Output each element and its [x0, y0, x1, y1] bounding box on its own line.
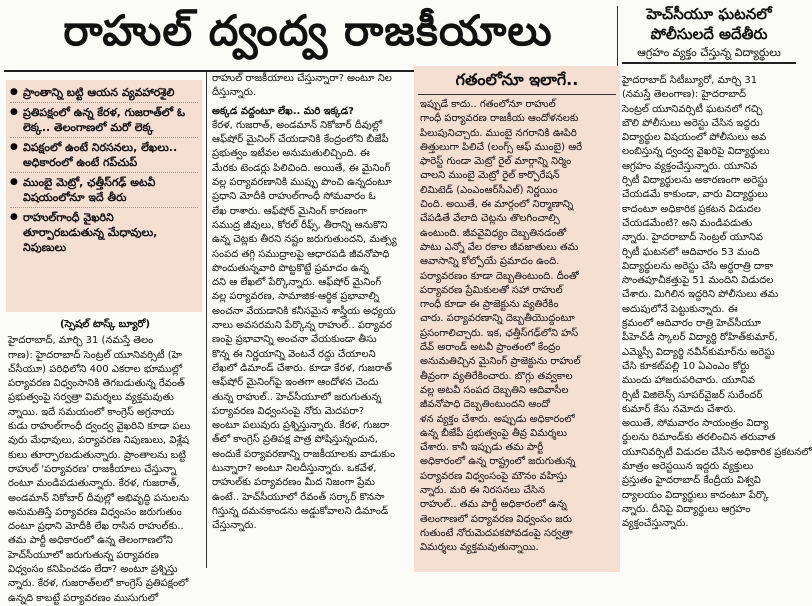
text-line: కేరళ, గుజరాత్, అండమాన్ నికోబార్ దీవుల్లో: [212, 119, 383, 131]
highlight-item: [10, 103, 198, 138]
text-line: గాంధీ పర్యావరణ రాజకీయ ఆందోళనలకు: [420, 113, 579, 125]
text-line: సొంతపూచీకత్తుపై 51 మందిని విడుదల: [622, 275, 774, 287]
text-line: అయితే, సోమవారం సాయంత్రం విద్యా: [622, 418, 769, 430]
text-line: తీవ్రంగా వ్యతిరేకించారు. బొగ్గు తవ్వకాల: [420, 370, 573, 382]
sidebar-box: [414, 66, 620, 572]
highlight-item: [10, 173, 198, 208]
text-line: పొందుతున్నవారి పొట్టకొట్టే ప్రమాదం ఉన్న: [212, 262, 369, 274]
text-line: రంటూ మండిపడుతున్నారు. కేరళ, గుజరాత్,: [8, 478, 180, 490]
text-line: దంటూ ప్రధాని మోదీకి లేఖ రాసిన రాహుల్‌కు..: [8, 521, 184, 533]
text-line: అందుకే పర్యావరణాన్ని రాజకీయాలకు వాడుకుం: [212, 448, 396, 460]
text-line: సంపద తగ్గి సముద్రాలపై ఆధారపడి జీవనోపాధి: [212, 248, 390, 260]
text-line: పర్యావరణ విధ్వంసంపై మౌనం వహిస్తు: [420, 470, 568, 482]
text-line: చేశారు. కానీ ఇప్పుడు తమ పార్టీ: [420, 442, 544, 454]
headline: రాహుల్ ద్వంద్వ రాజకీయాలు: [4, 2, 612, 72]
text-line: పర్యావరణ విధ్వంసంపై నోరు మెదపరా?: [212, 405, 365, 417]
text-line: అంచనా వేయడానికి కనీసమైన శాస్త్రీయ అధ్యయ: [212, 305, 396, 317]
text-line: రాహుల్‌కు పర్యావరణం మీద నిజంగా ప్రేమ: [212, 477, 375, 489]
highlight-text: రాహుల్‌గాంధీ వైఖరిని తూర్పారబడుతున్న మేధావులు, నిపుణులు: [23, 211, 158, 254]
text-line: విద్యార్థుల విషయంలో పోలీసులు అవ: [622, 132, 767, 144]
text-line: నాలు అవసరమని పేర్కొన్న రాహుల్.. పర్యావర: [212, 320, 392, 332]
col2-lines: [212, 119, 410, 534]
highlight-text: ముంబై మెట్రో, ఛత్తీస్‌గఢ్ అటవీ విషయంలోనూ ఇదే తీరు: [23, 176, 156, 204]
text-line: ప్రభుత్వంపై సర్వత్రా విమర్శలు వ్యక్తమవుతు: [8, 392, 174, 404]
text-line: ఉంటుంది. జీవవైవిధ్యం దెబ్బతినడంతో: [420, 227, 567, 239]
text-line: అదుపులోనే పెట్టుకున్నారు. ఈ: [622, 303, 738, 315]
box-text: [414, 95, 620, 559]
text-line: ప్రభుత్వం ఇటీవల అనుమతులిచ్చింది. ఈ: [212, 148, 370, 160]
text-line: అనుమతిస్తే పర్యావరణ విధ్వంసం జరుగుతుం: [8, 506, 182, 518]
text-line: గాంధీ కూడా ఈ ప్రాజెక్టును వ్యతిరేకిం: [420, 299, 559, 311]
text-line: ర్సిటీ ఘటనలో ఆదివారం 53 మంది: [622, 246, 760, 258]
text-line: మేరకు టెండర్లు పిలిచింది. అయితే, ఈ మైనింగ్: [212, 162, 391, 174]
text-line: ణంపై ప్రభావాన్ని అంచనా వేయకుండా తీసు: [212, 334, 377, 346]
text-line: సముద్ర జీవులు, కోరల్ రీఫ్స్, తీరాన్ని ఆనుకొని: [212, 219, 388, 231]
text-line: ఆగ్రహం వ్యక్తంచేస్తున్నారు. యూనివ: [622, 160, 758, 172]
text-line: వ్యక్తంచేస్తున్నారు.: [622, 518, 689, 530]
text-line: చేయడమే కాకుండా, వారు విద్యార్థులు: [622, 189, 768, 201]
text-line: చారు. పర్యావరణాన్ని దెబ్బతీయొద్దంటూ: [420, 313, 575, 325]
col1-lines: [8, 334, 202, 606]
bullet-icon: ●: [10, 87, 18, 97]
text-line: ఉన్న చెట్లకు తీరని నష్టం జరుగుతుందని, మత్స్య: [212, 234, 397, 246]
text-line: తున్న రాహుల్.. హెచ్‌సీయూలో జరుగుతున్న: [212, 391, 382, 403]
text-line: వల్ల పర్యావరణానికి ముప్పు పొంచి ఉన్నదంటూ: [212, 177, 392, 189]
text-line: గాణ): హైదరాబాద్ సెంట్రల్ యూనివర్సిటీ (హె: [8, 349, 182, 361]
text-line: ఆఫ్‌షోర్ మైనింగ్‌పై ఇంతగా ఆందోళన చెందు: [212, 377, 379, 389]
text-line: కులు తూర్పారబడుతున్నారు. ప్రాంతాలను బట్టి: [8, 449, 186, 461]
text-line: లేఖ రాశారు. ఆఫ్‌షోర్ మైనింగ్ కారణంగా: [212, 205, 367, 217]
text-line: టున్నారా? అంటూ నిలదీస్తున్నారు. ఒకవేళ,: [212, 463, 377, 475]
highlight-item: [10, 208, 198, 257]
highlight-text: ప్రతిపక్షంలో ఉన్న కేరళ, గుజరాత్‌లో ఓ లెక్క.. తెలంగాణలో మరో లెక్క: [23, 106, 185, 134]
text-line: చేయడమేంటి? అని మండిపడుతు: [622, 217, 753, 229]
text-line: కుమార్ కేసు నమోదు చేశారు.: [622, 403, 736, 415]
text-line: హైదరాబాద్ సిటీబ్యూరో, మార్చి 31: [622, 75, 758, 86]
article-column-1: [8, 316, 202, 604]
text-line: పాటు ఎన్నో వేల రకాల జీవజాతులు తమ: [420, 241, 579, 253]
text-line: దని ఆ లేఖలో పేర్కొన్నారు. ఆఫ్‌షోర్ మైనింగ్: [212, 277, 382, 289]
text-line: లిమిటెడ్ (ఎంఎంఆర్‌సీఎల్) నిర్ణయిం: [420, 184, 558, 196]
text-line: పీహెచ్‌డీ స్కాలర్ విద్యార్థి రోహిత్‌కుమార్,: [622, 332, 778, 344]
text-line: యూనివర్సిటీ విడుదల చేసిన అధికారిక ప్రకటనలో: [622, 446, 812, 458]
text-line: ఉంటే.. హెచ్‌సీయూలో రేవంత్ సర్కార్ కొనసా: [212, 491, 385, 503]
text-line: ప్రసంగాలిచ్చారు. ఇక, ఛత్తీస్‌గఢ్‌లోని హస్: [420, 327, 579, 339]
box-title: గతంలోనూ ఇలాగే..: [418, 66, 616, 95]
text-line: తిత్తులుగా పిలిచే (లంగ్స్ ఆఫ్ ముంబై) ఆరే: [420, 141, 583, 153]
text-line: పిలుపునిచ్చారు. ముంబై నగరానికి ఊపిరి: [420, 127, 577, 139]
text-line: ప్రస్తుతం హైదరాబాద్ కేంద్రీయ విశ్వవి: [622, 475, 761, 487]
text-line: న్నారు. మరి ఈ నిరసనలు చేసిన: [420, 485, 545, 497]
text-line: అంటూ పలువురు ప్రశ్నిస్తున్నారు. కేరళ, గుజరా: [212, 420, 390, 432]
text-line: విద్యార్థులను అరెస్టు చేసి అర్ధరాత్రి దాకా: [622, 260, 774, 272]
text-line: రాహుల్ 'పర్యావరణ' రాజకీయాలు చేస్తున్నా: [8, 463, 177, 475]
text-line: న్నాయి. ఇదే సమయంలో కాంగ్రెస్ అగ్రనాయ: [8, 406, 175, 418]
column-divider: [206, 72, 207, 568]
text-line: గుతుంటే నోరుమెదపకపోవడంపై సర్వత్రా: [420, 527, 573, 539]
text-line: పర్యావరణ ప్రేమికులతో సహా రాహుల్: [420, 284, 563, 296]
text-line: ర్సిటీ విజిలెన్స్ సూపర్‌వైజర్ సురేందర్: [622, 389, 763, 401]
text-line: న్నారు. హైదరాబాద్ సెంట్రల్ యూనివ: [622, 232, 763, 244]
text-line: ఇప్పుడే కాదు.. గతంలోనూ రాహుల్: [420, 99, 556, 110]
text-line: విమర్శలు వ్యక్తమవుతున్నాయి.: [420, 542, 539, 554]
side-story-title-line2: పోలీసులదే అదేతీరు: [650, 25, 768, 43]
text-line: త్‌లో కాంగ్రెస్ ప్రతిపక్ష పాత్ర పోషిస్తున్నందున,: [212, 434, 378, 446]
text-line: దీస్తున్నారు.: [212, 87, 257, 99]
text-line: బౌలి పోలీసులు అరెస్టు చేసిన ఇద్దరు: [622, 117, 760, 129]
text-line: అండమాన్ నికోబార్ దీవుల్లో అభివృద్ధి పనులను: [8, 492, 189, 504]
text-line: పర్యావరణం కూడా దెబ్బతింటుంది. దీంతో: [420, 270, 579, 282]
side-story-title-line1: హెచ్‌సీయూ ఘటనలో: [646, 5, 772, 23]
text-line: ఆవాసాన్ని కోల్పోయే ప్రమాదం ఉంది.: [420, 256, 560, 268]
text-line: ఫారెస్ట్ గుండా మెట్రో రైల్ మార్గాన్ని నిర్మిం: [420, 156, 572, 168]
text-line: న్నారు. దీనిపై విద్యార్థులు ఆగ్రహం: [622, 503, 751, 515]
text-line: విధ్వంసం కనిపించడం లేదా? అంటూ ప్రశ్నిస్తు: [8, 564, 178, 576]
text-line: వల్ల అటవీ సంపద దెబ్బతిని ఆదివాసీల: [420, 384, 569, 396]
text-line: రాహుల్ రాజకీయాలు చేస్తున్నారా? అంటూ నిల: [212, 73, 392, 84]
highlight-text: ప్రాంతాన్ని బట్టి ఆయన వ్యవహారశైలి: [23, 86, 175, 99]
text-line: వల్ల పర్యావరణ, సామాజిక-ఆర్థిక ప్రభావాల్ని: [212, 291, 380, 303]
text-line: న్నారు. కేరళ, గుజరాత్‌లలో కాంగ్రెస్ ప్రతిపక్షంలో: [8, 578, 189, 590]
text-line: దేవ్ అరాండ్ అటవీ ప్రాంతంలో కేంద్రం: [420, 342, 561, 354]
side-story-subtitle: ఆగ్రహం వ్యక్తం చేస్తున్న విద్యార్థులు: [637, 46, 781, 59]
text-line: గిస్తున్న దమనకాండను అడ్డుకోవాలని డిమాండ్: [212, 505, 389, 517]
text-line: కుడు రాహుల్‌గాంధీ ద్వంద్వ వైఖరిని కూడా పలు: [8, 421, 191, 433]
text-line: చేస్తున్నారు.: [212, 520, 257, 532]
highlight-item: [10, 83, 198, 103]
text-line: (నమస్తే తెలంగాణ): హైదరాబాద్: [622, 89, 747, 101]
text-line: లేఖలో డిమాండ్ చేశారు. కూడా కేరళ, గుజరాత్: [212, 362, 392, 374]
text-line: వురు మేధావులు, పర్యావరణ నిపుణులు, విశ్లేష: [8, 435, 190, 447]
side-story-lines: [622, 74, 812, 532]
side-story-column: [622, 74, 812, 570]
section-heading: అక్కడ వద్దంటూ లేఖ.. మరి ఇక్కడ?: [212, 105, 354, 117]
col2-top-lines: [212, 72, 410, 101]
text-line: జీవనోపాధి దెబ్బతింటుందని ఆందో: [420, 399, 550, 411]
text-line: చాలని ముంబై మెట్రో రైల్ కార్పొరేషన్: [420, 170, 560, 182]
text-line: సెంట్రల్ యూనివర్సిటీ ఘటనలో గచ్చి: [622, 103, 763, 115]
text-line: ద్యాలయం విద్యార్థులు కాదంటూ పేర్కొ: [622, 489, 769, 501]
article-column-2: [212, 72, 410, 570]
byline: (స్పెషల్ టాస్క్ బ్యూరో): [59, 319, 151, 330]
text-line: ఆఫ్‌షోర్ మైనింగ్ చేయడానికి కేంద్రంలోని బీజేపీ: [212, 134, 389, 146]
highlights-box: [6, 80, 202, 312]
text-line: ర్థులను రిమాండ్‌కు తరలించిన తరువాత: [622, 432, 776, 444]
bullet-icon: ●: [10, 142, 18, 152]
text-line: చింది. అయితే, ఈ మార్గంలో నిర్మాణాన్ని: [420, 199, 574, 211]
side-story-header: [622, 4, 796, 64]
text-line: తెలంగాణలో పర్యావరణ విధ్వంసం జరు: [420, 513, 572, 525]
text-line: పర్యావరణ విధ్వంసానికి తెగబడుతున్న రేవంత్: [8, 378, 185, 390]
text-line: చేపడితే వేలాది చెట్లను తొలగించాల్సి: [420, 213, 560, 225]
text-line: ఎమ్మెస్సీ విద్యార్థి నవీన్‌కుమార్‌ను అరెస్టు: [622, 346, 775, 358]
text-line: చేశారు. మిగిలిన ఇద్దరిని పోలీసులు తమ: [622, 289, 779, 301]
text-line: ఉన్నది కాబట్టే పర్యావరణం ముసుగులో: [8, 592, 158, 604]
bullet-icon: ●: [10, 212, 18, 222]
text-line: ర్సిటీ విద్యార్థులను అకారణంగా అరెస్టు: [622, 175, 768, 187]
text-line: అనుమతిచ్చిన మైనింగ్ ప్రాజెక్టును రాహుల్: [420, 356, 581, 368]
bullet-icon: ●: [10, 177, 18, 187]
highlight-text: విపక్షంలో ఉంటే నిరసనలు, లేఖలు.. అధికారంలో ఉంటే గప్‌చుప్: [23, 141, 178, 169]
text-line: అధికారంలో ఉన్న రాష్ట్రంలో జరుగుతున్న: [420, 456, 576, 468]
text-line: కొన్న ఈ నిర్ణయాన్ని వెంటనే రద్దు చేయాలని: [212, 348, 376, 360]
text-line: ళన వ్యక్తం చేశారు. అప్పుడు అధికారంలో: [420, 413, 575, 425]
text-line: హైదరాబాద్, మార్చి 31 (నమస్తే తెలం: [8, 335, 154, 347]
text-line: చేసి కూకట్‌పల్లి 10 ఏఎంఎం కోర్టు: [622, 360, 750, 372]
highlight-item: [10, 138, 198, 173]
text-line: ప్రధాని మోదీకి రాహుల్‌గాంధీ సోమవారం ఓ: [212, 191, 376, 203]
text-line: కాదంటూ అధికారిక ప్రకటన విడుదల: [622, 203, 761, 215]
text-line: మాత్రం అరెస్టయిన ఇద్దరు వ్యక్తులు: [622, 461, 754, 473]
text-line: చ్‌సీయూ) పరిధిలోని 400 ఎకరాల భూముల్లో: [8, 363, 183, 375]
text-line: ఉన్న బీజేపీ ప్రభుత్వంపై తీవ్ర విమర్శలు: [420, 427, 567, 439]
text-line: తమ పార్టీ అధికారంలో ఉన్న తెలంగాణలోని: [8, 535, 173, 547]
bullet-icon: ●: [10, 107, 18, 117]
text-line: హెచ్‌సీయూలో జరుగుతున్న పర్యావరణ: [8, 549, 159, 561]
text-line: లంబిస్తున్న ద్వంద్వ వైఖరిపై విద్యార్థులు: [622, 146, 770, 158]
text-line: రాహుల్.. తమ పార్టీ అధికారంలో ఉన్న: [420, 499, 567, 511]
text-line: క్రమంలో ఆదివారం రాత్రి హెచ్‌సీయూ: [622, 318, 761, 330]
text-line: ముందు హాజరుపరిచారు. యూనివ: [622, 375, 756, 387]
